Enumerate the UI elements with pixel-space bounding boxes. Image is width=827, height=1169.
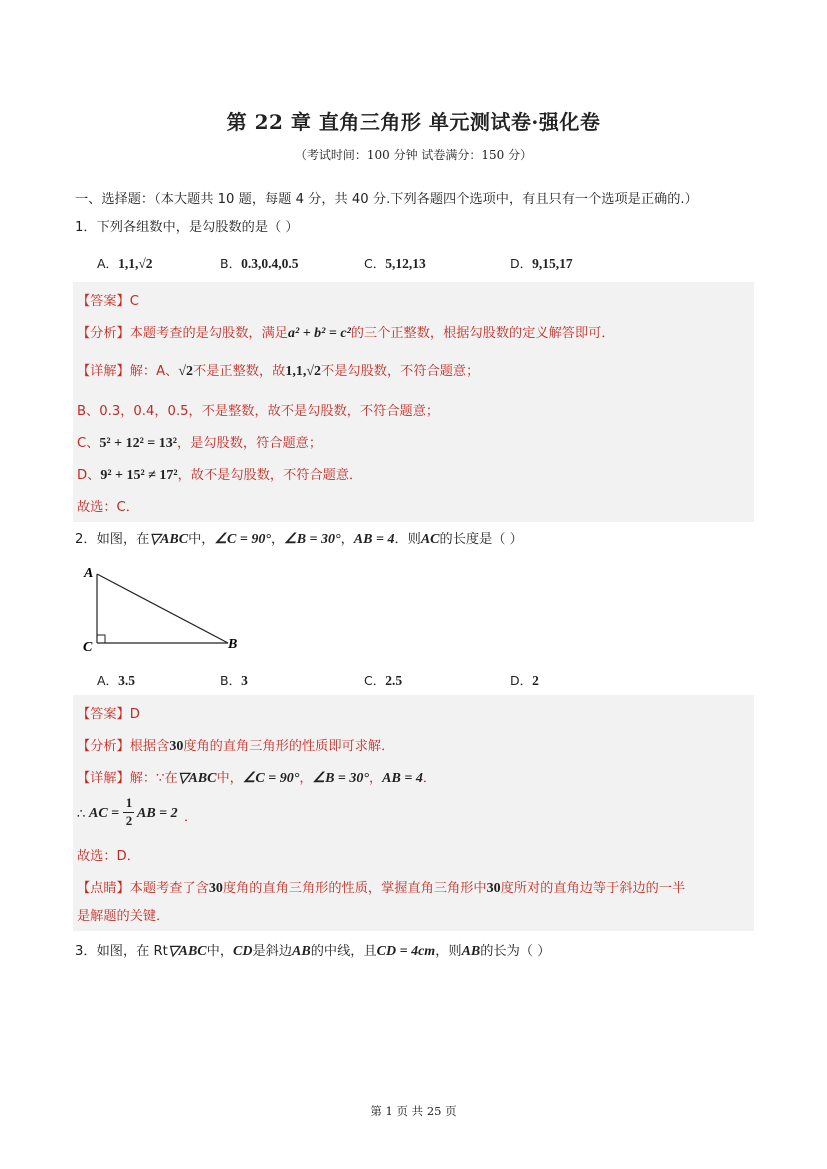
angle-c: ∠C = 90°	[242, 771, 300, 786]
q2-answer: 【答案】D	[77, 707, 140, 722]
triangle-symbol: ▽ABC	[149, 532, 189, 547]
q1-option-d[interactable]	[510, 254, 573, 272]
q2-solution-box	[73, 695, 754, 931]
vertex-label-c: C	[83, 640, 93, 655]
side-ab: AB = 4	[353, 532, 395, 547]
q1-analysis	[77, 322, 615, 342]
q2-option-b[interactable]	[220, 671, 248, 689]
q1-detail-line-1	[77, 360, 479, 380]
stem-text: 的长度是（ ）	[439, 532, 523, 547]
option-letter: D．	[510, 256, 533, 271]
q1-detail-line-4	[77, 464, 362, 484]
q1-detail-line-3	[77, 432, 322, 452]
stem-text: ，则	[435, 944, 462, 959]
detail-text: C、	[77, 436, 100, 451]
analysis-text: 度角的直角三角形的性质即可求解．	[183, 739, 395, 754]
side-ab-line	[97, 574, 228, 643]
stem-text: 的长为（ ）	[480, 944, 551, 959]
vertex-label-a: A	[84, 566, 94, 581]
q1-answer: 【答案】C	[77, 294, 139, 309]
q2-choice: 故选：D．	[77, 849, 140, 864]
detail-text: 不是正整数，故	[193, 364, 286, 379]
sqrt-expression: √2	[178, 364, 194, 379]
option-value: 3	[241, 673, 248, 688]
question-1-stem: 1．下列各组数中，是勾股数的是（ ）	[75, 220, 299, 235]
segment-cd: CD	[233, 944, 253, 959]
comment-text: 度角的直角三角形的性质，掌握直角三角形中	[222, 881, 487, 896]
stem-text: 中，	[206, 944, 234, 959]
stem-text: ．则	[394, 532, 421, 547]
option-letter: B．	[220, 256, 242, 271]
option-letter: D．	[510, 673, 533, 688]
detail-text: 【详解】解：∵在	[77, 771, 178, 786]
q1-option-b[interactable]	[220, 254, 298, 272]
detail-text: ，是勾股数，符合题意；	[176, 436, 323, 451]
option-value: 1,1,√2	[118, 256, 153, 271]
option-value: 5,12,13	[385, 256, 426, 271]
q2-option-a[interactable]	[97, 671, 135, 689]
option-letter: A．	[97, 673, 119, 688]
page-title: 第 22 章 直角三角形 单元测试卷·强化卷	[226, 110, 601, 134]
q2-option-d[interactable]	[510, 671, 539, 689]
q2-comment-line-2: 是解题的关键．	[77, 909, 170, 924]
option-value: 0.3,0.4,0.5	[241, 256, 299, 271]
segment-ab: AB	[292, 944, 311, 959]
option-letter: C．	[364, 673, 386, 688]
q1-solution-box	[73, 282, 754, 522]
number: 30	[208, 881, 223, 896]
stem-text: 是斜边	[252, 944, 293, 959]
stem-text: 3．如图，在 Rt	[75, 944, 168, 959]
comment-text: 度所对的直角边等于斜边的一半	[500, 881, 686, 896]
analysis-text: 的三个正整数，根据勾股数的定义解答即可．	[350, 326, 615, 341]
question-2-stem	[75, 528, 523, 548]
detail-text: ，故不是勾股数，不符合题意．	[177, 468, 363, 483]
q2-option-c[interactable]	[364, 671, 402, 689]
right-angle-mark	[97, 635, 105, 643]
q2-detail	[77, 767, 436, 787]
detail-text: ，	[299, 771, 313, 786]
option-letter: C．	[364, 256, 386, 271]
detail-text: 【详解】解：A、	[77, 364, 179, 379]
stem-text: 的中线，且	[310, 944, 377, 959]
detail-text: 中，	[216, 771, 243, 786]
pythagorean-formula: a² + b² = c²	[288, 326, 351, 341]
triangle-symbol: ▽ABC	[177, 771, 217, 786]
q1-option-c[interactable]	[364, 254, 426, 272]
angle-b: ∠B = 30°	[284, 532, 341, 547]
inequality: 9² + 15² ≠ 17²	[100, 468, 178, 483]
detail-text: 不是勾股数，不符合题意；	[321, 364, 480, 379]
side-ac: AC	[420, 532, 440, 547]
q1-choice: 故选：C．	[77, 500, 139, 515]
number: 30	[486, 881, 501, 896]
fraction-numerator: 1	[125, 795, 133, 810]
detail-text: ．	[422, 771, 437, 786]
triangle-symbol: ▽ABC	[167, 944, 207, 959]
number: 30	[169, 739, 184, 754]
option-letter: A．	[97, 256, 119, 271]
option-value: 3.5	[118, 673, 135, 688]
option-value: 2	[532, 673, 539, 688]
analysis-text: 【分析】根据含	[77, 739, 170, 754]
q1-option-a[interactable]	[97, 254, 152, 272]
stem-text: ，	[270, 532, 285, 547]
comment-text: 【点睛】本题考查了含	[77, 881, 209, 896]
cd-length: CD = 4cm	[376, 944, 436, 959]
fraction-denominator: 2	[125, 813, 133, 828]
q2-analysis	[77, 735, 394, 755]
segment-ab: AB	[461, 944, 481, 959]
angle-b: ∠B = 30°	[312, 771, 369, 786]
stem-text: 2．如图，在	[75, 532, 150, 547]
detail-text: ，	[368, 771, 383, 786]
equation: 5² + 12² = 13²	[99, 436, 177, 451]
triangle-figure	[78, 560, 248, 658]
q2-comment	[77, 877, 685, 897]
therefore-symbol: ∴	[77, 807, 86, 822]
period: ．	[184, 810, 198, 825]
expr-ab: AB = 2	[137, 806, 178, 821]
page-footer: 第 1 页 共 25 页	[370, 1104, 457, 1118]
expr-ac: AC =	[89, 806, 120, 821]
option-value: 9,15,17	[532, 256, 573, 271]
section-heading: 一、选择题：（本大题共 10 题，每题 4 分，共 40 分.下列各题四个选项中，有且只有一个选项是正确的.）	[75, 192, 698, 207]
question-3-stem	[75, 940, 550, 960]
q1-detail-line-2: B、0.3，0.4，0.5，不是整数，故不是勾股数，不符合题意；	[77, 404, 440, 419]
option-letter: B．	[220, 673, 242, 688]
analysis-text: 【分析】本题考查的是勾股数，满足	[77, 326, 288, 341]
angle-c: ∠C = 90°	[214, 532, 271, 547]
vertex-label-b: B	[228, 637, 238, 652]
side-ab: AB = 4	[382, 771, 423, 786]
stem-text: 中，	[188, 532, 215, 547]
exam-info: （考试时间：100 分钟 试卷满分：150 分）	[294, 148, 533, 162]
option-value: 2.5	[385, 673, 403, 688]
number-set: 1,1,√2	[285, 364, 322, 379]
stem-text: ，	[340, 532, 354, 547]
detail-text: D、	[77, 468, 101, 483]
